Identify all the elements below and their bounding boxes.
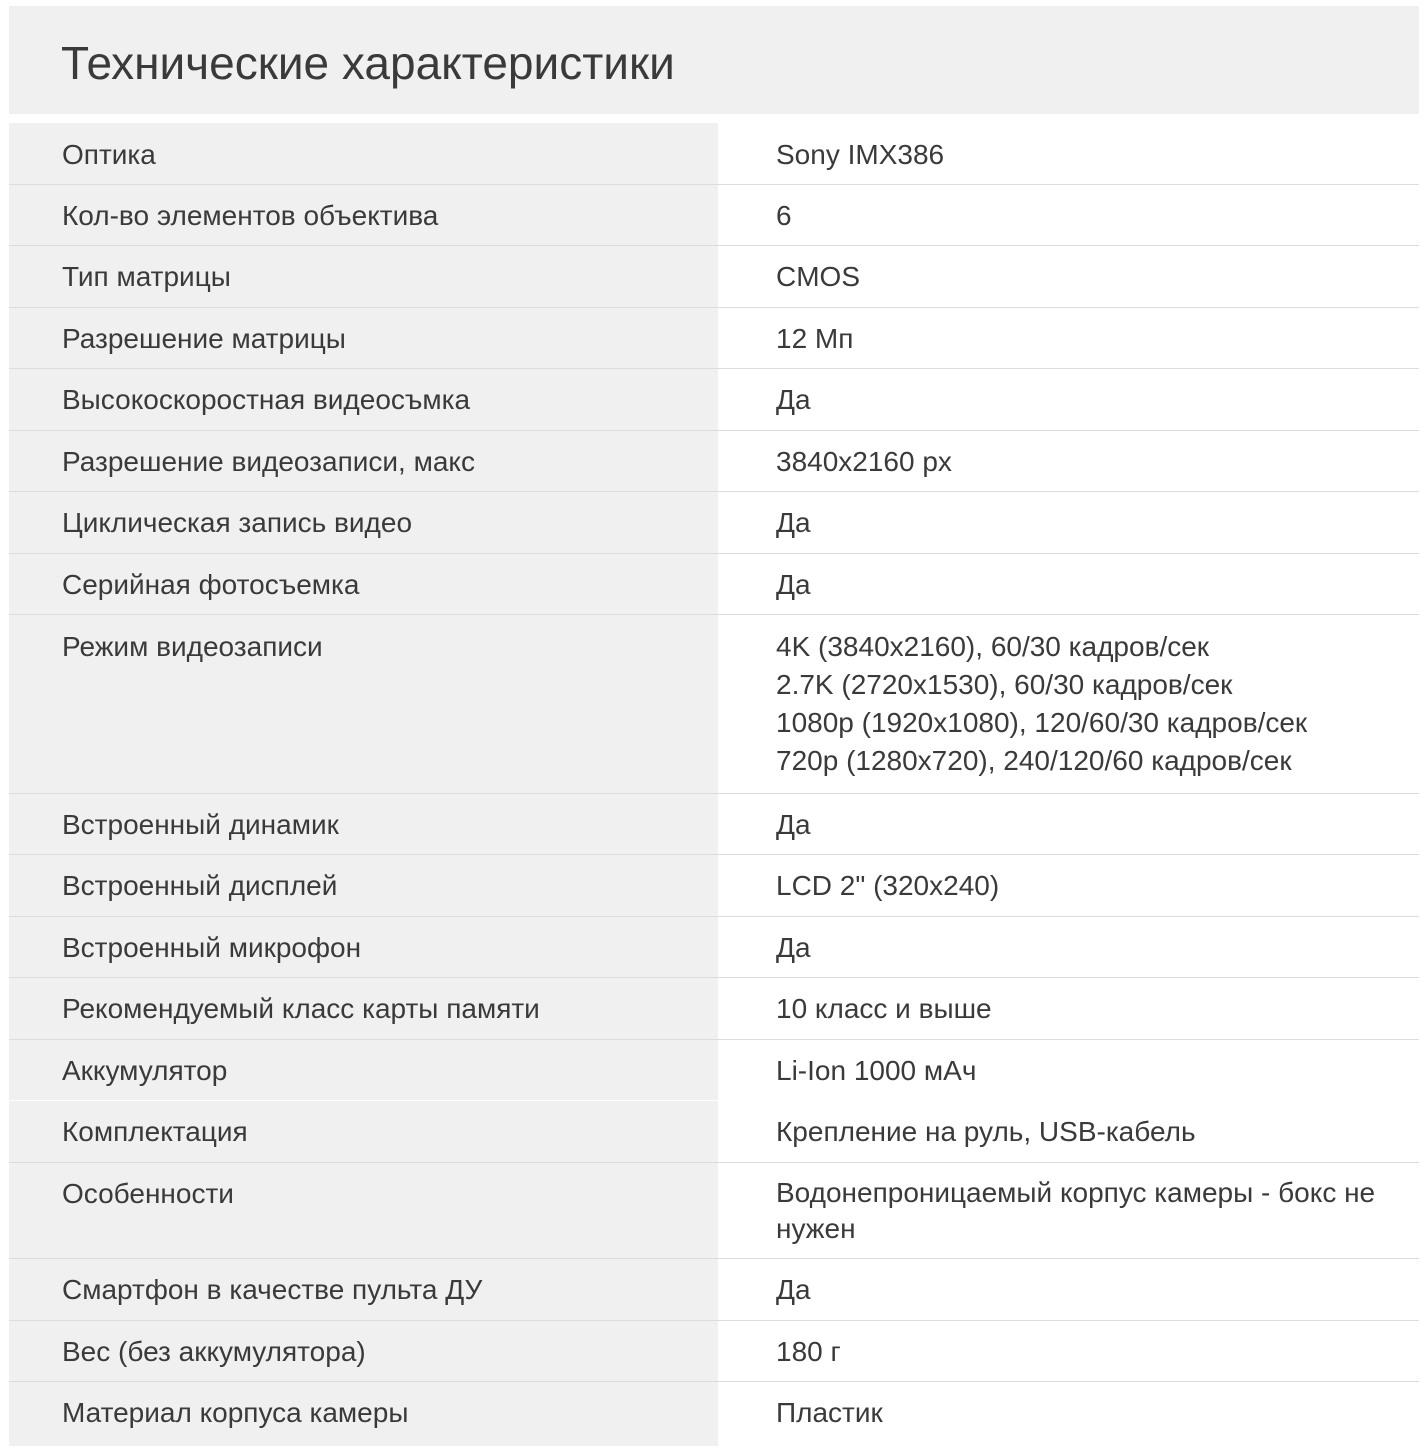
spec-value [718,615,1419,793]
spec-row [9,978,1419,1040]
page-header [9,6,1419,114]
spec-label: Высокоскоростная видеосъмка [9,369,718,430]
spec-value [718,123,1419,184]
spec-label: Материал корпуса камеры [9,1382,718,1446]
spec-label: Рекомендуемый класс карты памяти [9,978,718,1039]
spec-row [9,1040,1419,1101]
spec-value [718,554,1419,614]
spec-value-line: Да [776,569,811,600]
spec-value [718,431,1419,491]
spec-row [9,431,1419,492]
spec-value-line: 4K (3840x2160), 60/30 кадров/сек [776,631,1210,662]
spec-value-line: CMOS [776,261,860,292]
spec-label: Режим видеозаписи [9,615,718,793]
spec-label: Серийная фотосъемка [9,554,718,614]
spec-value-line: Пластик [776,1397,883,1428]
spec-value-line: Да [776,507,811,538]
spec-value [718,978,1419,1039]
spec-value-line: 3840x2160 px [776,446,952,477]
spec-row [9,185,1419,246]
spec-value [718,1259,1419,1320]
spec-value [718,1101,1419,1162]
spec-label: Встроенный дисплей [9,855,718,916]
spec-row [9,1259,1419,1321]
spec-value-line: 2.7K (2720x1530), 60/30 кадров/сек [776,669,1233,700]
spec-value [718,492,1419,553]
spec-label: Встроенный динамик [9,794,718,854]
spec-row [9,1101,1419,1163]
spec-value-line: 10 класс и выше [776,993,992,1024]
page-title: Технические характеристики [61,37,675,89]
spec-table [9,123,1419,1447]
spec-value [718,1382,1419,1446]
spec-value [718,1163,1419,1258]
spec-label: Тип матрицы [9,246,718,307]
spec-label: Комплектация [9,1101,718,1162]
spec-value [718,246,1419,307]
spec-row [9,615,1419,794]
spec-value-line: 180 г [776,1336,841,1367]
spec-value-line: Да [776,1274,811,1305]
spec-value-line: Li-Ion 1000 мАч [776,1055,977,1086]
spec-row [9,246,1419,308]
spec-value [718,855,1419,916]
spec-value-line: 720p (1280x720), 240/120/60 кадров/сек [776,745,1292,776]
spec-row [9,1321,1419,1382]
spec-label: Кол-во элементов объектива [9,185,718,245]
spec-row [9,554,1419,615]
spec-value [718,1321,1419,1381]
spec-value-line: 12 Мп [776,323,854,354]
spec-row [9,917,1419,978]
spec-label: Разрешение видеозаписи, макс [9,431,718,491]
spec-value-line: Sony IMX386 [776,139,945,170]
spec-row [9,1163,1419,1259]
spec-label: Смартфон в качестве пульта ДУ [9,1259,718,1320]
spec-value [718,794,1419,854]
spec-value-line: LCD 2" (320x240) [776,870,1000,901]
spec-value [718,1040,1419,1100]
spec-label: Оптика [9,123,718,184]
spec-value-line: Да [776,932,811,963]
spec-label: Разрешение матрицы [9,308,718,368]
spec-value [718,185,1419,245]
spec-row [9,855,1419,917]
spec-value-line: 6 [776,200,792,231]
spec-value-line: Да [776,809,811,840]
spec-row [9,492,1419,554]
spec-label: Аккумулятор [9,1040,718,1100]
spec-value-line: Крепление на руль, USB-кабель [776,1116,1196,1147]
spec-value [718,917,1419,977]
spec-value [718,369,1419,430]
spec-row [9,369,1419,431]
spec-row [9,794,1419,855]
spec-value [718,308,1419,368]
spec-value-line: Да [776,384,811,415]
spec-value-line: 1080p (1920x1080), 120/60/30 кадров/сек [776,707,1308,738]
spec-label: Циклическая запись видео [9,492,718,553]
spec-label: Особенности [9,1163,718,1258]
spec-label: Встроенный микрофон [9,917,718,977]
spec-value-line: Водонепроницаемый корпус камеры - бокс не нужен [776,1177,1376,1244]
spec-row [9,123,1419,185]
spec-row [9,308,1419,369]
spec-row [9,1382,1419,1447]
spec-label: Вес (без аккумулятора) [9,1321,718,1381]
